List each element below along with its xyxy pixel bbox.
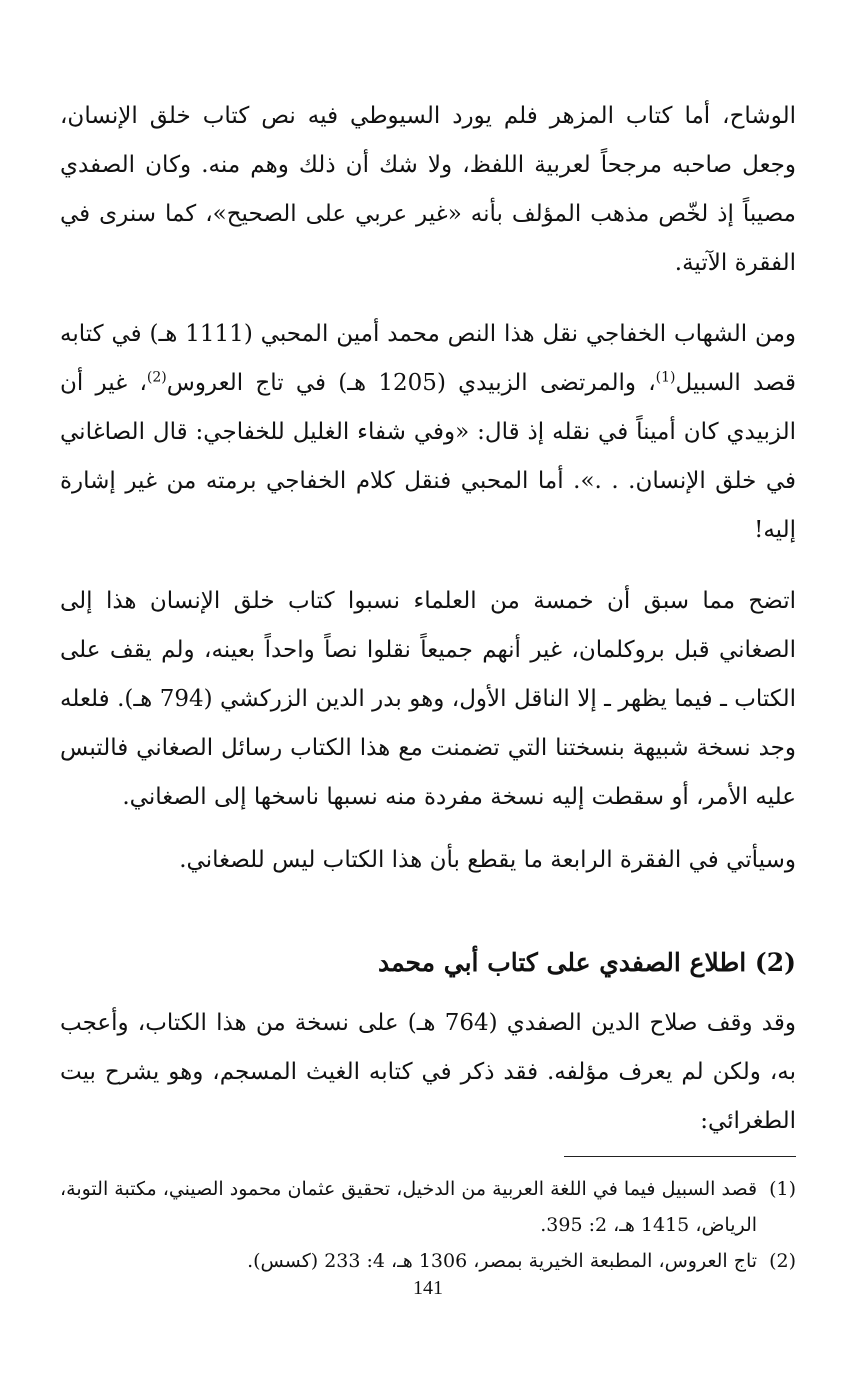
paragraph-4: وسيأتي في الفقرة الرابعة ما يقطع بأن هذا الكتاب ليس للصغاني. bbox=[179, 847, 796, 873]
section-heading: (2) اطلاع الصفدي على كتاب أبي محمد bbox=[377, 948, 796, 977]
footnote-2-number: (2) bbox=[769, 1250, 796, 1272]
page-number: 141 bbox=[413, 1277, 443, 1299]
paragraph-2-part-b: ، والمرتضى الزبيدي (1205 هـ) في تاج العروس bbox=[166, 370, 656, 396]
footnote-1-number: (1) bbox=[769, 1178, 796, 1200]
footnote-1-text: قصد السبيل فيما في اللغة العربية من الدخيل، تحقيق عثمان محمود الصيني، مكتبة التوبة، الرياض، 1415 هـ، 2: 395. bbox=[60, 1178, 758, 1236]
paragraph-2-part-a: ومن الشهاب الخفاجي نقل هذا النص محمد أمين المحبي (1111 هـ) في كتابه قصد السبيل bbox=[60, 321, 796, 396]
paragraph-2 bbox=[60, 310, 796, 555]
footnote-1 bbox=[60, 1171, 796, 1243]
footnote-ref-1: (1) bbox=[655, 369, 676, 386]
paragraph-1: الوشاح، أما كتاب المزهر فلم يورد السيوطي فيه نص كتاب خلق الإنسان، وجعل صاحبه مرجحاً لعربية اللفظ، ولا شك أن ذلك وهم منه. وكان الصفدي مصيباً إذ لخّص مذهب المؤلف بأنه «غير عربي على الصحيح»، كما سنرى في الفقرة الآتية. bbox=[60, 103, 796, 276]
footnote-divider bbox=[564, 1156, 796, 1157]
footnote-2-text: تاج العروس، المطبعة الخيرية بمصر، 1306 هـ، 4: 233 (كسس). bbox=[247, 1250, 758, 1272]
paragraph-5: وقد وقف صلاح الدين الصفدي (764 هـ) على نسخة من هذا الكتاب، وأعجب به، ولكن لم يعرف مؤلفه. فقد ذكر في كتابه الغيث المسجم، وهو يشرح بيت الطغرائي: bbox=[60, 1010, 796, 1134]
footnote-ref-2: (2) bbox=[146, 369, 167, 386]
paragraph-2-part-c: ، غير أن الزبيدي كان أميناً في نقله إذ قال: «وفي شفاء الغليل للخفاجي: قال الصاغاني في خلق الإنسان. . .». أما المحبي فنقل كلام الخفاجي برمته من غير إشارة إليه! bbox=[60, 370, 796, 543]
paragraph-3: اتضح مما سبق أن خمسة من العلماء نسبوا كتاب خلق الإنسان هذا إلى الصغاني قبل بروكلمان، غير أنهم جميعاً نقلوا نصاً واحداً بعينه، ولم يقف على الكتاب ـ فيما يظهر ـ إلا الناقل الأول، وهو بدر الدين الزركشي (794 هـ). فلعله وجد نسخة شبيهة بنسختنا التي تضمنت مع هذا الكتاب رسائل الصغاني فالتبس عليه الأمر، أو سقطت إليه نسخة مفردة منه نسبها ناسخها إلى الصغاني. bbox=[60, 588, 796, 810]
page-body bbox=[60, 92, 796, 1279]
footnote-2 bbox=[60, 1243, 796, 1279]
